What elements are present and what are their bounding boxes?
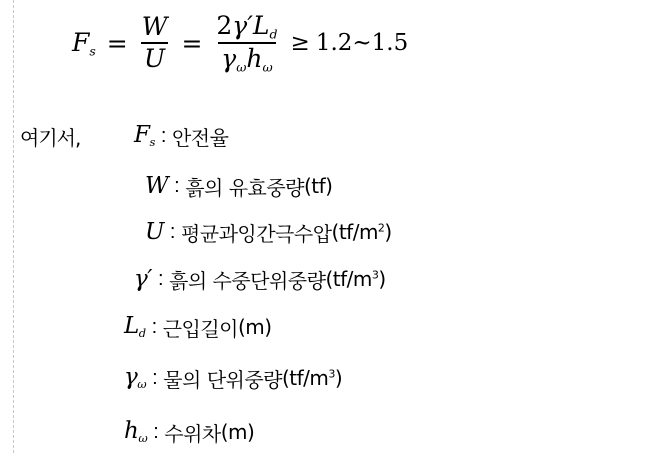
definition-description: 흙의 수중단위중량 <box>169 268 326 293</box>
definition-unit: $(tf/m^3)$ <box>281 366 343 390</box>
fraction-2-numerator: $2\gamma'L_d$ <box>216 10 278 41</box>
definition-symbol: $F_s$ <box>134 122 155 150</box>
fraction-2 <box>213 10 280 75</box>
definition-colon: : <box>157 267 164 290</box>
where-label: 여기서, <box>20 126 81 150</box>
definition-symbol: U <box>145 219 164 245</box>
definition-colon: : <box>174 174 180 197</box>
left-border-line <box>13 0 14 453</box>
fraction-2-denominator: $\gamma_\omega h_\omega$ <box>218 42 275 74</box>
definition-description: 물의 단위중량 <box>163 367 282 392</box>
fraction-w-over-u <box>139 11 171 73</box>
definition-description: 평균과잉간극수압 <box>180 221 332 246</box>
fraction-1-numerator: W <box>141 11 168 41</box>
formula-inequality: ≥ 1.2~1.5 <box>290 30 409 56</box>
definition-gamma-w <box>124 361 342 395</box>
definition-unit: (m) <box>220 420 255 444</box>
definition-gamma-prime <box>134 262 386 296</box>
definition-symbol: $h_\omega$ <box>124 418 148 446</box>
definition-unit: (tf) <box>303 174 333 198</box>
definition-u <box>145 215 392 249</box>
definition-symbol: W <box>145 173 169 199</box>
definition-colon: : <box>169 220 175 243</box>
definition-ld <box>124 310 272 344</box>
definition-description: 근입길이 <box>162 316 238 341</box>
definition-colon: : <box>153 420 159 443</box>
definition-unit: (m) <box>238 315 272 339</box>
formula-equals-1: = <box>106 28 128 58</box>
definition-symbol: γ′ <box>134 266 152 292</box>
definition-description: 수위차 <box>164 421 221 446</box>
formula-lhs: $F_s$ <box>72 27 96 59</box>
definition-description: 흙의 유효중량 <box>185 175 304 200</box>
fraction-1-denominator: U <box>141 42 168 72</box>
definition-symbol: $L_d$ <box>124 313 146 341</box>
safety-factor-formula <box>72 10 408 76</box>
definition-colon: : <box>160 124 166 147</box>
definition-fs <box>134 119 228 153</box>
definition-colon: : <box>151 315 157 338</box>
definition-unit: $(tf/m^3)$ <box>325 267 386 291</box>
definition-description: 안전율 <box>171 125 229 150</box>
definition-unit: $(tf/m^2)$ <box>331 220 392 244</box>
definition-symbol: $\gamma_\omega$ <box>124 364 147 392</box>
formula-equals-2: = <box>181 28 203 58</box>
definition-w <box>145 169 332 203</box>
definition-hw <box>124 415 254 449</box>
definition-colon: : <box>152 366 158 389</box>
